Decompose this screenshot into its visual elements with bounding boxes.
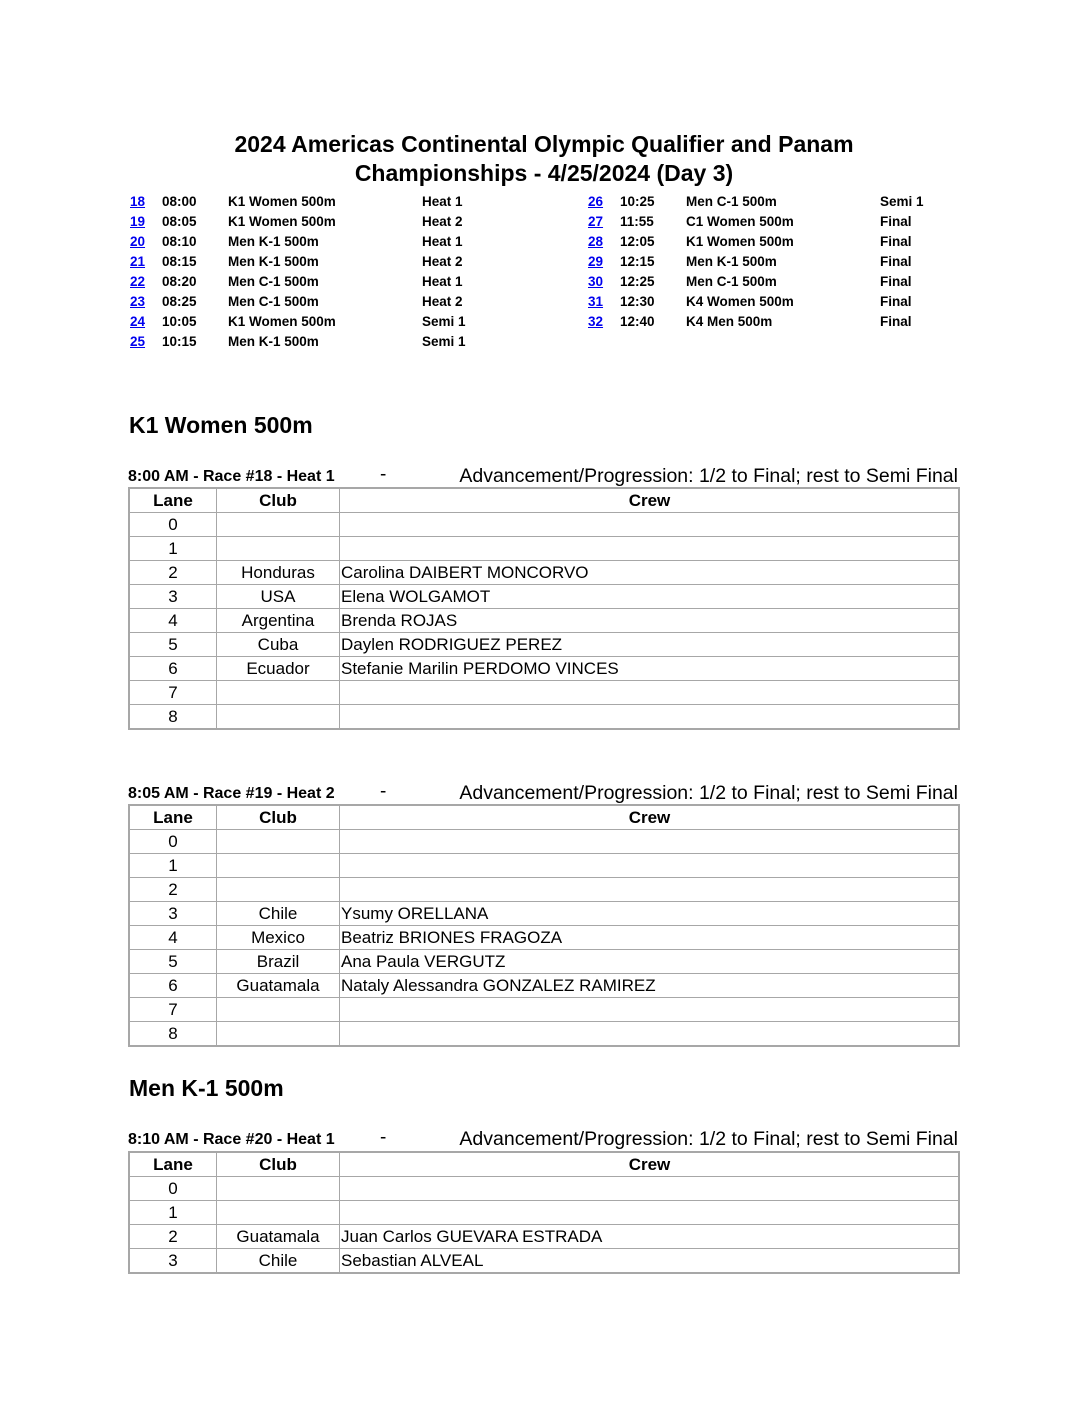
race-time: 08:25	[162, 293, 197, 309]
club-column-header: Club	[217, 1152, 340, 1177]
schedule-row	[588, 291, 950, 311]
race-link[interactable]: 31	[588, 293, 604, 309]
lane-row	[129, 926, 959, 950]
crew-name	[340, 513, 960, 537]
race-label: 8:00 AM - Race #18 - Heat 1	[128, 468, 335, 485]
lane-number: 1	[129, 854, 217, 878]
lane-number: 8	[129, 1022, 217, 1047]
crew-name: Ysumy ORELLANA	[340, 902, 960, 926]
lane-table-header	[129, 1152, 959, 1177]
crew-name: Brenda ROJAS	[340, 609, 960, 633]
race-event: K1 Women 500m	[228, 313, 336, 329]
lane-row	[129, 513, 959, 537]
race-time: 08:15	[162, 253, 197, 269]
race-link[interactable]: 32	[588, 313, 604, 329]
lane-number: 0	[129, 513, 217, 537]
club-name: Cuba	[217, 633, 340, 657]
advancement-text: Advancement/Progression: 1/2 to Final; rest to Semi Final	[459, 782, 958, 804]
race-link[interactable]: 19	[130, 213, 146, 229]
lane-row	[129, 537, 959, 561]
lane-number: 0	[129, 830, 217, 854]
crew-name	[340, 681, 960, 705]
lane-number: 4	[129, 609, 217, 633]
race-link[interactable]: 24	[130, 313, 146, 329]
lane-row	[129, 1225, 959, 1249]
race-event: C1 Women 500m	[686, 213, 794, 229]
lane-number: 8	[129, 705, 217, 730]
lane-number: 4	[129, 926, 217, 950]
race-round: Final	[880, 233, 912, 249]
race-event: Men C-1 500m	[686, 193, 777, 209]
lane-column-header: Lane	[129, 488, 217, 513]
crew-name: Carolina DAIBERT MONCORVO	[340, 561, 960, 585]
race-event: Men K-1 500m	[686, 253, 777, 269]
crew-name	[340, 1177, 960, 1201]
race-time: 08:05	[162, 213, 197, 229]
race-round: Final	[880, 253, 912, 269]
race-time: 12:15	[620, 253, 655, 269]
lane-row	[129, 1201, 959, 1225]
lane-table	[128, 1151, 960, 1274]
lane-row	[129, 1177, 959, 1201]
schedule-left	[130, 191, 492, 351]
race-round: Heat 1	[422, 273, 463, 289]
race-round: Semi 1	[880, 193, 924, 209]
lane-row	[129, 902, 959, 926]
lane-row	[129, 974, 959, 998]
race-event: Men C-1 500m	[228, 293, 319, 309]
race-time: 12:40	[620, 313, 655, 329]
club-name	[217, 878, 340, 902]
club-name	[217, 513, 340, 537]
lane-number: 0	[129, 1177, 217, 1201]
page-title-line-2: Championships - 4/25/2024 (Day 3)	[354, 160, 734, 186]
race-link[interactable]: 29	[588, 253, 604, 269]
lane-number: 1	[129, 1201, 217, 1225]
race-time: 10:15	[162, 333, 197, 349]
crew-name	[340, 1201, 960, 1225]
race-event: Men K-1 500m	[228, 233, 319, 249]
lane-table	[128, 804, 960, 1047]
schedule-row	[130, 311, 492, 331]
race-event: K1 Women 500m	[228, 193, 336, 209]
club-name: Chile	[217, 902, 340, 926]
race-label: 8:05 AM - Race #19 - Heat 2	[128, 785, 335, 802]
lane-row	[129, 1249, 959, 1274]
event-title: Men K-1 500m	[129, 1075, 284, 1101]
lane-row	[129, 657, 959, 681]
race-link[interactable]: 27	[588, 213, 604, 229]
schedule-row	[588, 311, 950, 331]
schedule-row	[130, 211, 492, 231]
crew-name: Elena WOLGAMOT	[340, 585, 960, 609]
schedule-row	[130, 191, 492, 211]
crew-name: Daylen RODRIGUEZ PEREZ	[340, 633, 960, 657]
lane-row	[129, 681, 959, 705]
race-event: Men K-1 500m	[228, 333, 319, 349]
club-name	[217, 1022, 340, 1047]
crew-name: Ana Paula VERGUTZ	[340, 950, 960, 974]
race-round: Heat 2	[422, 213, 463, 229]
race-separator: -	[380, 781, 387, 802]
race-link[interactable]: 30	[588, 273, 604, 289]
club-name	[217, 830, 340, 854]
lane-number: 3	[129, 902, 217, 926]
lane-table-header	[129, 805, 959, 830]
lane-row	[129, 950, 959, 974]
advancement-text: Advancement/Progression: 1/2 to Final; rest to Semi Final	[459, 465, 958, 487]
crew-name	[340, 878, 960, 902]
race-time: 08:20	[162, 273, 197, 289]
race-event: K1 Women 500m	[228, 213, 336, 229]
lane-row	[129, 998, 959, 1022]
race-link[interactable]: 23	[130, 293, 146, 309]
schedule-row	[130, 251, 492, 271]
race-time: 08:10	[162, 233, 197, 249]
race-event: Men C-1 500m	[228, 273, 319, 289]
schedule-row	[588, 271, 950, 291]
lane-row	[129, 585, 959, 609]
lane-table-header	[129, 488, 959, 513]
race-round: Semi 1	[422, 313, 466, 329]
club-name	[217, 854, 340, 878]
race-header	[128, 462, 960, 488]
crew-name	[340, 1022, 960, 1047]
race-label: 8:10 AM - Race #20 - Heat 1	[128, 1131, 335, 1148]
race-separator: -	[380, 464, 387, 485]
race-time: 08:00	[162, 193, 197, 209]
race-time: 12:25	[620, 273, 655, 289]
lane-row	[129, 830, 959, 854]
club-name: Brazil	[217, 950, 340, 974]
crew-column-header: Crew	[340, 805, 960, 830]
lane-number: 1	[129, 537, 217, 561]
schedule-row	[130, 291, 492, 311]
schedule-row	[588, 191, 950, 211]
club-name: Guatamala	[217, 1225, 340, 1249]
lane-number: 7	[129, 998, 217, 1022]
lane-number: 6	[129, 657, 217, 681]
club-name: Guatamala	[217, 974, 340, 998]
club-name	[217, 705, 340, 730]
race-round: Final	[880, 213, 912, 229]
crew-name: Sebastian ALVEAL	[340, 1249, 960, 1274]
race-header	[128, 779, 960, 805]
crew-name	[340, 705, 960, 730]
lane-number: 6	[129, 974, 217, 998]
advancement-text: Advancement/Progression: 1/2 to Final; rest to Semi Final	[459, 1128, 958, 1150]
race-link[interactable]: 26	[588, 193, 604, 209]
schedule-row	[588, 231, 950, 251]
event-title: K1 Women 500m	[129, 412, 313, 438]
lane-row	[129, 561, 959, 585]
page-title-line-1: 2024 Americas Continental Olympic Qualifier and Panam	[234, 131, 854, 157]
lane-table	[128, 487, 960, 730]
schedule-right	[588, 191, 950, 331]
club-name: Mexico	[217, 926, 340, 950]
lane-number: 3	[129, 1249, 217, 1274]
crew-name	[340, 830, 960, 854]
race-link[interactable]: 22	[130, 273, 146, 289]
lane-number: 5	[129, 633, 217, 657]
club-name: Chile	[217, 1249, 340, 1274]
crew-name	[340, 854, 960, 878]
schedule-row	[130, 331, 492, 351]
race-round: Heat 2	[422, 293, 463, 309]
crew-name: Juan Carlos GUEVARA ESTRADA	[340, 1225, 960, 1249]
race-time: 11:55	[620, 213, 654, 229]
lane-number: 2	[129, 561, 217, 585]
schedule-row	[588, 211, 950, 231]
lane-column-header: Lane	[129, 1152, 217, 1177]
race-link[interactable]: 18	[130, 193, 146, 209]
race-round: Heat 2	[422, 253, 463, 269]
club-name: USA	[217, 585, 340, 609]
lane-row	[129, 878, 959, 902]
crew-column-header: Crew	[340, 1152, 960, 1177]
lane-number: 2	[129, 878, 217, 902]
schedule-row	[130, 271, 492, 291]
race-time: 10:25	[620, 193, 655, 209]
club-name	[217, 1177, 340, 1201]
race-event: K4 Men 500m	[686, 313, 773, 329]
club-name: Ecuador	[217, 657, 340, 681]
race-link[interactable]: 25	[130, 333, 146, 349]
lane-number: 2	[129, 1225, 217, 1249]
lane-row	[129, 633, 959, 657]
club-name: Honduras	[217, 561, 340, 585]
race-time: 12:05	[620, 233, 655, 249]
race-round: Final	[880, 313, 912, 329]
race-event: K1 Women 500m	[686, 233, 794, 249]
club-name	[217, 681, 340, 705]
crew-column-header: Crew	[340, 488, 960, 513]
crew-name: Beatriz BRIONES FRAGOZA	[340, 926, 960, 950]
race-round: Heat 1	[422, 193, 463, 209]
schedule-row	[588, 251, 950, 271]
race-event: Men K-1 500m	[228, 253, 319, 269]
race-round: Heat 1	[422, 233, 463, 249]
club-name: Argentina	[217, 609, 340, 633]
schedule-row	[130, 231, 492, 251]
crew-name	[340, 998, 960, 1022]
club-name	[217, 537, 340, 561]
race-round: Final	[880, 273, 912, 289]
lane-row	[129, 609, 959, 633]
crew-name	[340, 537, 960, 561]
lane-row	[129, 854, 959, 878]
race-time: 10:05	[162, 313, 197, 329]
lane-row	[129, 1022, 959, 1047]
race-round: Semi 1	[422, 333, 466, 349]
lane-number: 3	[129, 585, 217, 609]
lane-column-header: Lane	[129, 805, 217, 830]
race-separator: -	[380, 1127, 387, 1148]
lane-number: 5	[129, 950, 217, 974]
race-header	[128, 1125, 960, 1151]
race-link[interactable]: 28	[588, 233, 604, 249]
lane-number: 7	[129, 681, 217, 705]
race-link[interactable]: 20	[130, 233, 146, 249]
club-column-header: Club	[217, 488, 340, 513]
lane-row	[129, 705, 959, 730]
crew-name: Nataly Alessandra GONZALEZ RAMIREZ	[340, 974, 960, 998]
race-round: Final	[880, 293, 912, 309]
race-link[interactable]: 21	[130, 253, 146, 269]
crew-name: Stefanie Marilin PERDOMO VINCES	[340, 657, 960, 681]
club-column-header: Club	[217, 805, 340, 830]
club-name	[217, 1201, 340, 1225]
page-title	[150, 130, 938, 188]
race-event: Men C-1 500m	[686, 273, 777, 289]
race-event: K4 Women 500m	[686, 293, 794, 309]
club-name	[217, 998, 340, 1022]
race-time: 12:30	[620, 293, 655, 309]
